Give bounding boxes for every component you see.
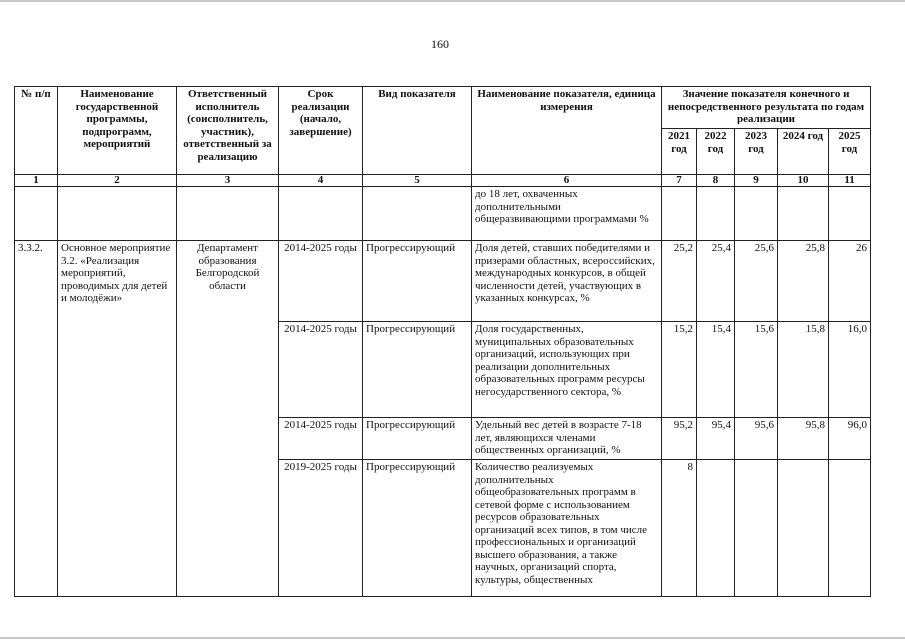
- value-2025: 16,0: [829, 322, 871, 418]
- header-executor: Ответственный исполнитель (соисполнитель, участник), ответственный за реализацию: [177, 87, 279, 175]
- value-2025: [829, 460, 871, 597]
- column-number: 5: [363, 175, 472, 187]
- value-2023: [735, 460, 778, 597]
- header-year-2024: 2024 год: [778, 129, 829, 175]
- value-2021: 8: [662, 460, 697, 597]
- continuation-row: [15, 187, 871, 241]
- column-number: 2: [58, 175, 177, 187]
- indicator-kind: Прогрессирующий: [363, 418, 472, 460]
- activity-num: 3.3.2.: [15, 241, 58, 597]
- indicator-table: [14, 86, 871, 597]
- header-year-2023: 2023 год: [735, 129, 778, 175]
- indicator-term: 2014-2025 годы: [279, 241, 363, 322]
- header-values-group: [662, 87, 871, 129]
- empty-cell: [829, 187, 871, 241]
- scan-edge-top: [0, 0, 905, 2]
- column-number-row: [15, 175, 871, 187]
- value-2022: [697, 460, 735, 597]
- value-2022: 25,4: [697, 241, 735, 322]
- column-number: 6: [472, 175, 662, 187]
- header-program: Наименование государственной программы, подпрограмм, мероприятий: [58, 87, 177, 175]
- page-number: 160: [431, 37, 449, 51]
- column-number: 3: [177, 175, 279, 187]
- indicator-table-container: [14, 86, 870, 597]
- indicator-name: Удельный вес детей в возрасте 7-18 лет, являющихся членами общественных организаций, %: [472, 418, 662, 460]
- value-2022: 15,4: [697, 322, 735, 418]
- indicator-name: Доля детей, ставших победителями и призерами областных, всероссийских, международных конкурсов, в общей численности детей, участвующих в указанных конкурсах, %: [472, 241, 662, 322]
- value-2023: 95,6: [735, 418, 778, 460]
- column-number: 7: [662, 175, 697, 187]
- indicator-name: Доля государственных, муниципальных образовательных организаций, использующих при реализации дополнительных образовательных программ ресурсы негосударственного сектора, %: [472, 322, 662, 418]
- activity-executor: Департамент образования Белгородской области: [177, 241, 279, 597]
- scan-edge-bottom: [0, 637, 905, 639]
- empty-cell: [735, 187, 778, 241]
- value-2021: 15,2: [662, 322, 697, 418]
- indicator-term: 2014-2025 годы: [279, 322, 363, 418]
- header-indicator: Наименование показателя, единица измерения: [472, 87, 662, 175]
- header-year-2022: 2022 год: [697, 129, 735, 175]
- indicator-row: [15, 241, 871, 322]
- value-2021: 25,2: [662, 241, 697, 322]
- value-2023: 15,6: [735, 322, 778, 418]
- empty-cell: [363, 187, 472, 241]
- value-2024: 15,8: [778, 322, 829, 418]
- indicator-name-text: Количество реализуемых дополнительных общеобразовательных программ в сетевой форме с использованием ресурсов образовательных организаций всех типов, в том числе профессиональных и организаций высшего образования, а также научных, организаций спорта, культуры, общественных: [475, 461, 647, 586]
- empty-cell: [662, 187, 697, 241]
- header-year-2021: 2021 год: [662, 129, 697, 175]
- header-num: № п/п: [15, 87, 58, 175]
- header-term: Срок реализации (начало, завершение): [279, 87, 363, 175]
- indicator-kind: Прогрессирующий: [363, 241, 472, 322]
- indicator-kind: Прогрессирующий: [363, 322, 472, 418]
- empty-cell: [15, 187, 58, 241]
- empty-cell: [58, 187, 177, 241]
- empty-cell: [177, 187, 279, 241]
- column-number: 11: [829, 175, 871, 187]
- header-values-group-text: Значение показателя конечного и непосредственного результата по годам реализации: [667, 88, 865, 124]
- column-number: 1: [15, 175, 58, 187]
- activity-name: Основное мероприятие 3.2. «Реализация мероприятий, проводимых для детей и молодёжи»: [58, 241, 177, 597]
- column-number: 8: [697, 175, 735, 187]
- header-kind: Вид показателя: [363, 87, 472, 175]
- indicator-term: 2019-2025 годы: [279, 460, 363, 597]
- indicator-continuation: до 18 лет, охваченных дополнительными общеразвивающими программами %: [472, 187, 662, 241]
- value-2023: 25,6: [735, 241, 778, 322]
- header-year-2025: 2025 год: [829, 129, 871, 175]
- value-2022: 95,4: [697, 418, 735, 460]
- column-number: 10: [778, 175, 829, 187]
- empty-cell: [697, 187, 735, 241]
- indicator-name: [472, 460, 662, 597]
- empty-cell: [279, 187, 363, 241]
- column-number: 4: [279, 175, 363, 187]
- column-number: 9: [735, 175, 778, 187]
- indicator-kind: Прогрессирующий: [363, 460, 472, 597]
- empty-cell: [778, 187, 829, 241]
- value-2025: 96,0: [829, 418, 871, 460]
- value-2024: [778, 460, 829, 597]
- indicator-term: 2014-2025 годы: [279, 418, 363, 460]
- value-2024: 95,8: [778, 418, 829, 460]
- value-2024: 25,8: [778, 241, 829, 322]
- value-2025: 26: [829, 241, 871, 322]
- value-2021: 95,2: [662, 418, 697, 460]
